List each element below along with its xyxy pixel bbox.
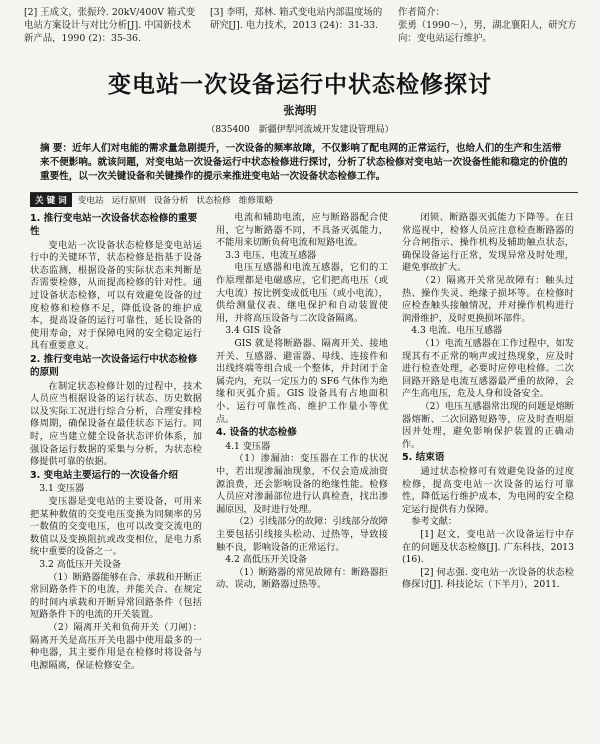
section-heading: 4.3 电流、电压互感器 <box>411 325 503 337</box>
body-paragraph: （1）电流互感器在工作过程中，如发现其有不正常的响声或过热现象，应及时进行检查处理，必要时应停电检修。二次回路开路是电流互感器最严重的故障，会产生高电压，危及人身和设备安全。 <box>402 337 574 400</box>
abstract-label: 摘 要： <box>40 143 73 154</box>
section-heading: 3.1 变压器 <box>39 483 85 495</box>
body-paragraph: （1）渗漏油：变压器在工作的状况中，若出现渗漏油现象，不仅会造成油资源浪费，还会影响设备的绝缘性能。检修人员应对渗漏部位进行认真检查，找出渗漏原因，及时进行处理。 <box>216 453 388 515</box>
section-heading: 2. 推行变电站一次设备运行中状态检修的原则 <box>30 353 198 378</box>
section-heading: 3.2 高低压开关设备 <box>39 559 122 571</box>
section-heading: 4. 设备的状态检修 <box>216 427 297 439</box>
top-text-line: 张勇（1990～），男，湖北襄阳人，研究方向：变电站运行维护。 <box>398 20 577 44</box>
article-affiliation: （835400 新疆伊犁河流域开发建设管理局） <box>206 125 394 135</box>
section-heading: 3.3 电压、电流互感器 <box>225 249 317 261</box>
keyword: 设备分析 <box>153 196 189 206</box>
keyword: 运行原则 <box>111 196 146 206</box>
body-paragraph: 通过状态检修可有效避免设备的过度检修，提高变电站一次设备的运行可靠性，降低运行维护成本，为电网的安全稳定运行提供有力保障。 <box>402 466 574 515</box>
article-title: 变电站一次设备运行中状态检修探讨 <box>108 72 492 98</box>
body-paragraph: 在制定状态检修计划的过程中，技术人员应当根据设备的运行状态、历史数据以及实际工况进行综合分析，合理安排检修周期，确保设备在最佳状态下运行。同时，应当建立健全设备状态评价体系，加强设备运行数据的采集与分析，为状态检修提供可靠的依据。 <box>30 380 202 468</box>
body-paragraph: [2] 何志强. 变电站一次设备的状态检修探讨[J]. 科技论坛（下半月），2011. <box>402 566 574 591</box>
top-author-info <box>398 6 578 45</box>
keywords-list <box>78 194 281 206</box>
body-paragraph: （2）隔离开关和负荷开关（刀闸）：隔离开关是高压开关电器中使用最多的一种电器，其主要作用是在检修时将设备与电源隔离，保证检修安全。 <box>30 622 202 671</box>
section-heading: 3. 变电站主要运行的一次设备介绍 <box>30 469 178 481</box>
keyword: 变电站 <box>77 196 104 206</box>
section-heading: 参考文献： <box>411 516 458 528</box>
keyword: 状态检修 <box>196 196 231 206</box>
body-paragraph: （2）电压互感器常出现的问题是熔断器熔断、二次回路短路等，应及时查明原因并处理，避免影响保护装置的正确动作。 <box>402 400 574 450</box>
section-heading: 4.2 高低压开关设备 <box>225 554 308 566</box>
body-paragraph: （1）断路器能够在合、承载和开断正常回路条件下的电流，并能关合、在规定的时间内承载和开断异常回路条件（包括短路条件下的电流的开关装置。 <box>30 571 202 621</box>
keywords-label: 关 键 词 <box>30 193 72 207</box>
body-paragraph: [1] 赵文，变电站一次设备运行中存在的问题及状态检修[J]. 广东科技，2013 (16). <box>402 529 574 566</box>
article-author: 张海明 <box>283 104 317 117</box>
top-text-line: 作者简介： <box>398 7 445 18</box>
body-column-3 <box>402 212 574 592</box>
body-paragraph: （1）断路器的常见故障有：断路器拒动、误动，断路器过热等。 <box>216 566 388 591</box>
section-heading: 1. 推行变电站一次设备状态检修的重要性 <box>30 213 198 237</box>
section-heading: 5. 结束语 <box>402 452 445 464</box>
abstract-text: 近年人们对电能的需求量急剧提升，一次设备的频率故障，不仅影响了配电网的正常运行，也给人们的生产和生活带来不便影响。就该问题，对变电站一次设备运行中状态检修进行探讨，分析了状态检修对变电站一次设备性能和稳定的价值的重要性，以一次关键设备和关键操作的提示来推进变电站一次设备状态检修工作。 <box>40 143 568 182</box>
section-heading: 3.4 GIS 设备 <box>225 325 282 337</box>
top-reference-col2 <box>210 6 390 32</box>
body-paragraph: 电压互感器和电流互感器，它们的工作原理都是电磁感应，它们把高电压（或大电流）按比例变成低电压（或小电流），供给测量仪表、继电保护和自动装置使用，并将高压设备与二次设备隔离。 <box>216 262 388 324</box>
body-paragraph: （2）隔离开关常见故障有：触头过热、操作失灵、绝缘子损坏等。在检修时应检查触头接触情况，并对操作机构进行润滑维护，及时更换损坏部件。 <box>402 274 574 324</box>
body-paragraph: 变电站一次设备状态检修是变电站运行中的关键环节，状态检修是指基于设备状态监测，根据设备的实际状态来判断是否需要检修，从而提高检修的针对性。通过设备状态检修，可以有效避免设备的过度检修和检修不足，降低设备的维护成本，提高设备的运行可靠性，延长设备的使用寿命，对于保障电网的安全稳定运行具有重要意义。 <box>30 239 202 352</box>
top-text-line: [3] 李明，郑林. 箱式变电站内部温度场的研究[J]. 电力技术，2013 (24)：31-33. <box>210 7 383 31</box>
section-heading: 4.1 变压器 <box>225 440 271 452</box>
keyword: 维修策略 <box>238 196 274 206</box>
body-paragraph: 电流和辅助电流，应与断路器配合使用，它与断路器不同，不具备灭弧能力，不能用来切断负荷电流和短路电流。 <box>216 212 388 249</box>
top-reference-col1 <box>24 6 200 45</box>
body-paragraph: GIS 就是将断路器、隔离开关、接地开关、互感器、避雷器、母线、连接件和出线终端等组合成一个整体，并封闭于金属壳内，充以一定压力的 SF6 气体作为绝缘和灭弧介质。GIS 设备具有占地面积小、运行可靠性高、维护工作量小等优点。 <box>216 337 388 425</box>
body-paragraph: （2）引线部分的故障：引线部分故障主要包括引线接头松动、过热等，导致接触不良，影响设备的正常运行。 <box>216 516 388 553</box>
body-column-2 <box>216 212 388 592</box>
body-paragraph: 变压器是变电站的主要设备，可用来把某种数值的交变电压变换为同频率的另一数值的交变电压，也可以改变交流电的数值以及变换阻抗或改变相位，是电力系统中重要的设备之一。 <box>30 496 202 558</box>
top-text-line: [2] 王成文，张振玲. 20kV/400V 箱式变电站方案设计与对比分析[J]. 中国新技术新产品，1990 (2)：35-36. <box>24 7 196 44</box>
keywords-bar <box>30 192 578 207</box>
abstract <box>40 142 568 184</box>
body-paragraph: 闭锁、断路器灭弧能力下降等。在日常巡视中，检修人员应注意检查断路器的分合闸指示、操作机构及辅助触点状态，确保设备运行正常，发现异常及时处理，避免事故扩大。 <box>402 212 574 274</box>
body-column-1 <box>30 212 202 672</box>
